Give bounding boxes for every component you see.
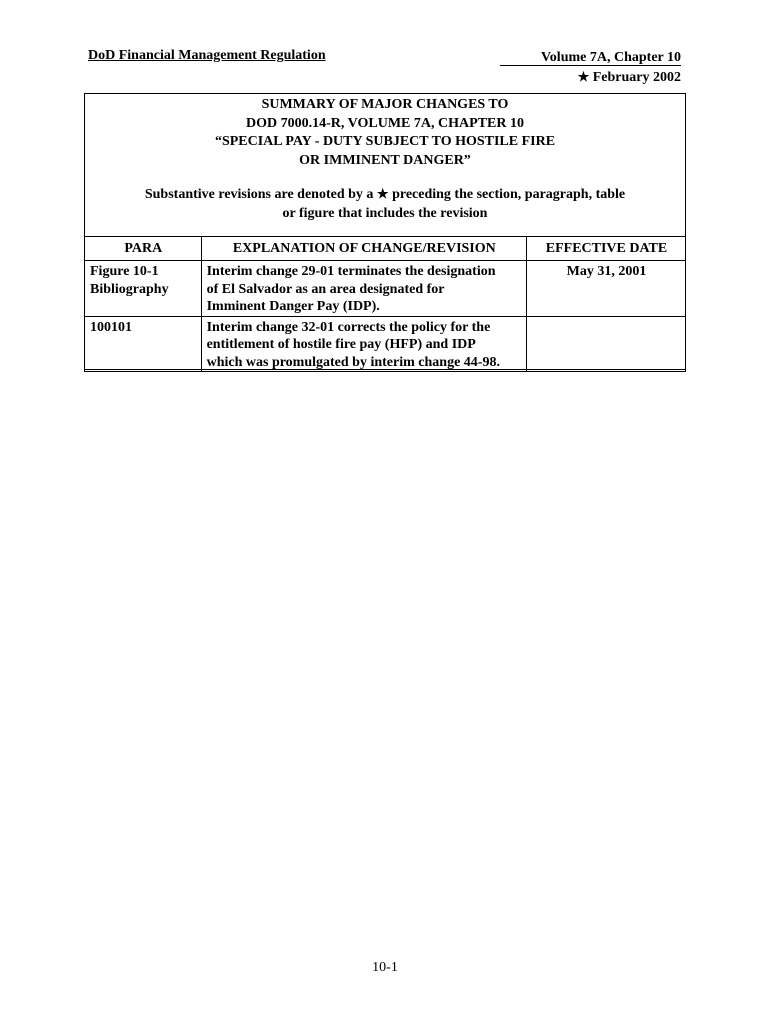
explanation-cell bbox=[201, 316, 526, 372]
explanation-line: entitlement of hostile fire pay (HFP) and IDP bbox=[206, 337, 476, 352]
summary-line-3: “SPECIAL PAY - DUTY SUBJECT TO HOSTILE FIRE bbox=[214, 134, 556, 149]
para-line: 100101 bbox=[90, 319, 132, 335]
changes-table bbox=[84, 236, 686, 372]
explanation-line: which was promulgated by interim change 44-98. bbox=[206, 354, 500, 370]
page-number: 10-1 bbox=[372, 960, 398, 975]
col-header-effective-date: EFFECTIVE DATE bbox=[526, 237, 685, 261]
summary-line-4: OR IMMINENT DANGER” bbox=[299, 152, 471, 168]
note-text-b: preceding the section, paragraph, table bbox=[392, 187, 626, 202]
col-header-para: PARA bbox=[85, 237, 202, 261]
revision-note bbox=[85, 184, 685, 223]
note-text-a: Substantive revisions are denoted by a bbox=[144, 187, 374, 202]
explanation-line: Interim change 32-01 corrects the policy for the bbox=[206, 319, 491, 335]
revision-date bbox=[541, 67, 681, 87]
col-header-explanation: EXPLANATION OF CHANGE/REVISION bbox=[201, 237, 526, 261]
summary-line-2: DOD 7000.14-R, VOLUME 7A, CHAPTER 10 bbox=[246, 115, 524, 131]
summary-heading bbox=[85, 96, 685, 170]
para-cell bbox=[85, 316, 202, 372]
revision-note-line-2: or figure that includes the revision bbox=[282, 206, 488, 221]
table-row bbox=[85, 316, 686, 372]
table-row bbox=[85, 261, 686, 317]
table-header-row bbox=[85, 237, 686, 261]
revision-date-text: February 2002 bbox=[592, 70, 681, 85]
star-icon: ★ bbox=[376, 186, 389, 201]
revision-note-line-1 bbox=[85, 184, 685, 204]
para-cell bbox=[85, 261, 202, 317]
para-line: Bibliography bbox=[90, 281, 169, 297]
regulation-title: DoD Financial Management Regulation bbox=[88, 48, 326, 63]
explanation-cell bbox=[201, 261, 526, 317]
summary-box bbox=[84, 93, 686, 370]
effective-date-cell bbox=[526, 316, 685, 372]
explanation-line: Imminent Danger Pay (IDP). bbox=[206, 299, 380, 314]
star-icon: ★ bbox=[577, 69, 590, 84]
para-line: Figure 10-1 bbox=[90, 264, 159, 279]
effective-date-cell: May 31, 2001 bbox=[526, 261, 685, 317]
volume-info bbox=[541, 48, 681, 87]
explanation-line: Interim change 29-01 terminates the designation bbox=[206, 264, 496, 279]
volume-chapter: Volume 7A, Chapter 10 bbox=[540, 50, 681, 65]
summary-line-1: SUMMARY OF MAJOR CHANGES TO bbox=[261, 97, 509, 112]
explanation-line: of El Salvador as an area designated for bbox=[206, 281, 445, 297]
